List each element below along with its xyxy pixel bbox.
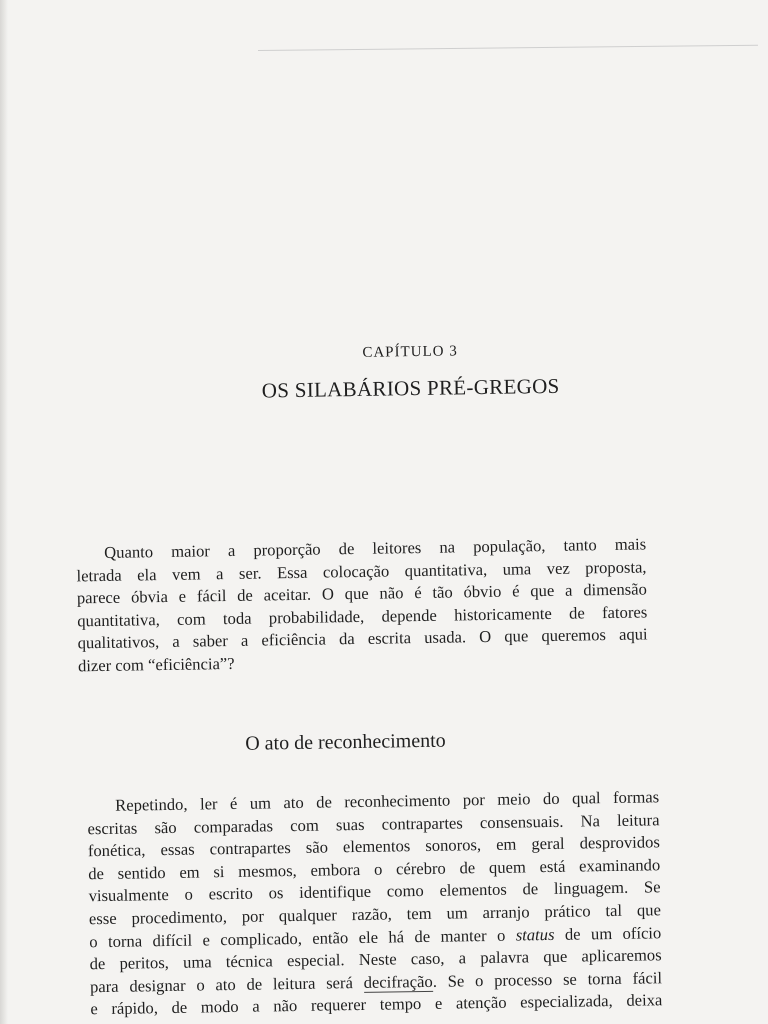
text-line: dizer com “eficiência”? <box>77 653 235 676</box>
text-line: e rápido, de modo a não requerer tempo e atenção especializada, deixa <box>90 990 663 1019</box>
text-line: quantitativa, com toda probabilidade, depende historicamente de fatores <box>77 602 648 631</box>
text-line: esse procedimento, por qualquer razão, tem um arranjo prático tal que <box>88 900 662 929</box>
text-line: qualitativos, a saber a eficiência da escrita usada. O que queremos aqui <box>77 624 648 653</box>
text-line: escritas são comparadas com suas contrapartes consensuais. Na leitura <box>87 809 660 838</box>
section-heading: O ato de reconhecimento <box>245 729 446 755</box>
text-line: Quanto maior a proporção de leitores na população, tanto mais <box>104 534 647 562</box>
text-segment: de um ofício <box>554 922 662 944</box>
chapter-label-text: CAPÍTULO 3 <box>362 343 458 361</box>
text-line: Repetindo, ler é um ato de reconhecimento por meio do qual formas <box>115 787 660 815</box>
chapter-title-text: OS SILABÁRIOS PRÉ-GREGOS <box>261 373 560 403</box>
text-segment: o torna difícil e complicado, então ele há de manter o <box>89 925 516 951</box>
text-line: parece óbvia e fácil de aceitar. O que não é tão óbvio é que a dimensão <box>76 579 648 608</box>
text-line: fonética, essas contrapartes são elementos sonoros, em geral desprovidos <box>87 832 660 861</box>
underlined-word: decifração <box>363 971 433 992</box>
body-paragraph <box>87 786 662 1021</box>
text-segment: para designar o ato de leitura será <box>89 972 364 996</box>
text-line: visualmente o escrito os identifique como elementos de linguagem. Se <box>88 877 661 906</box>
intro-paragraph <box>76 533 648 677</box>
text-line: letrada ela vem a ser. Essa colocação quantitativa, uma vez proposta, <box>76 557 647 585</box>
text-segment: . Se o processo se torna fácil <box>432 967 663 991</box>
text-line: de sentido em si mesmos, embora o cérebro de quem está examinando <box>88 855 661 884</box>
chapter-label <box>0 339 764 368</box>
text-line: de peritos, uma técnica especial. Neste caso, a palavra que aplicaremos <box>89 945 662 974</box>
italic-word: status <box>515 924 555 945</box>
chapter-title <box>0 371 765 408</box>
